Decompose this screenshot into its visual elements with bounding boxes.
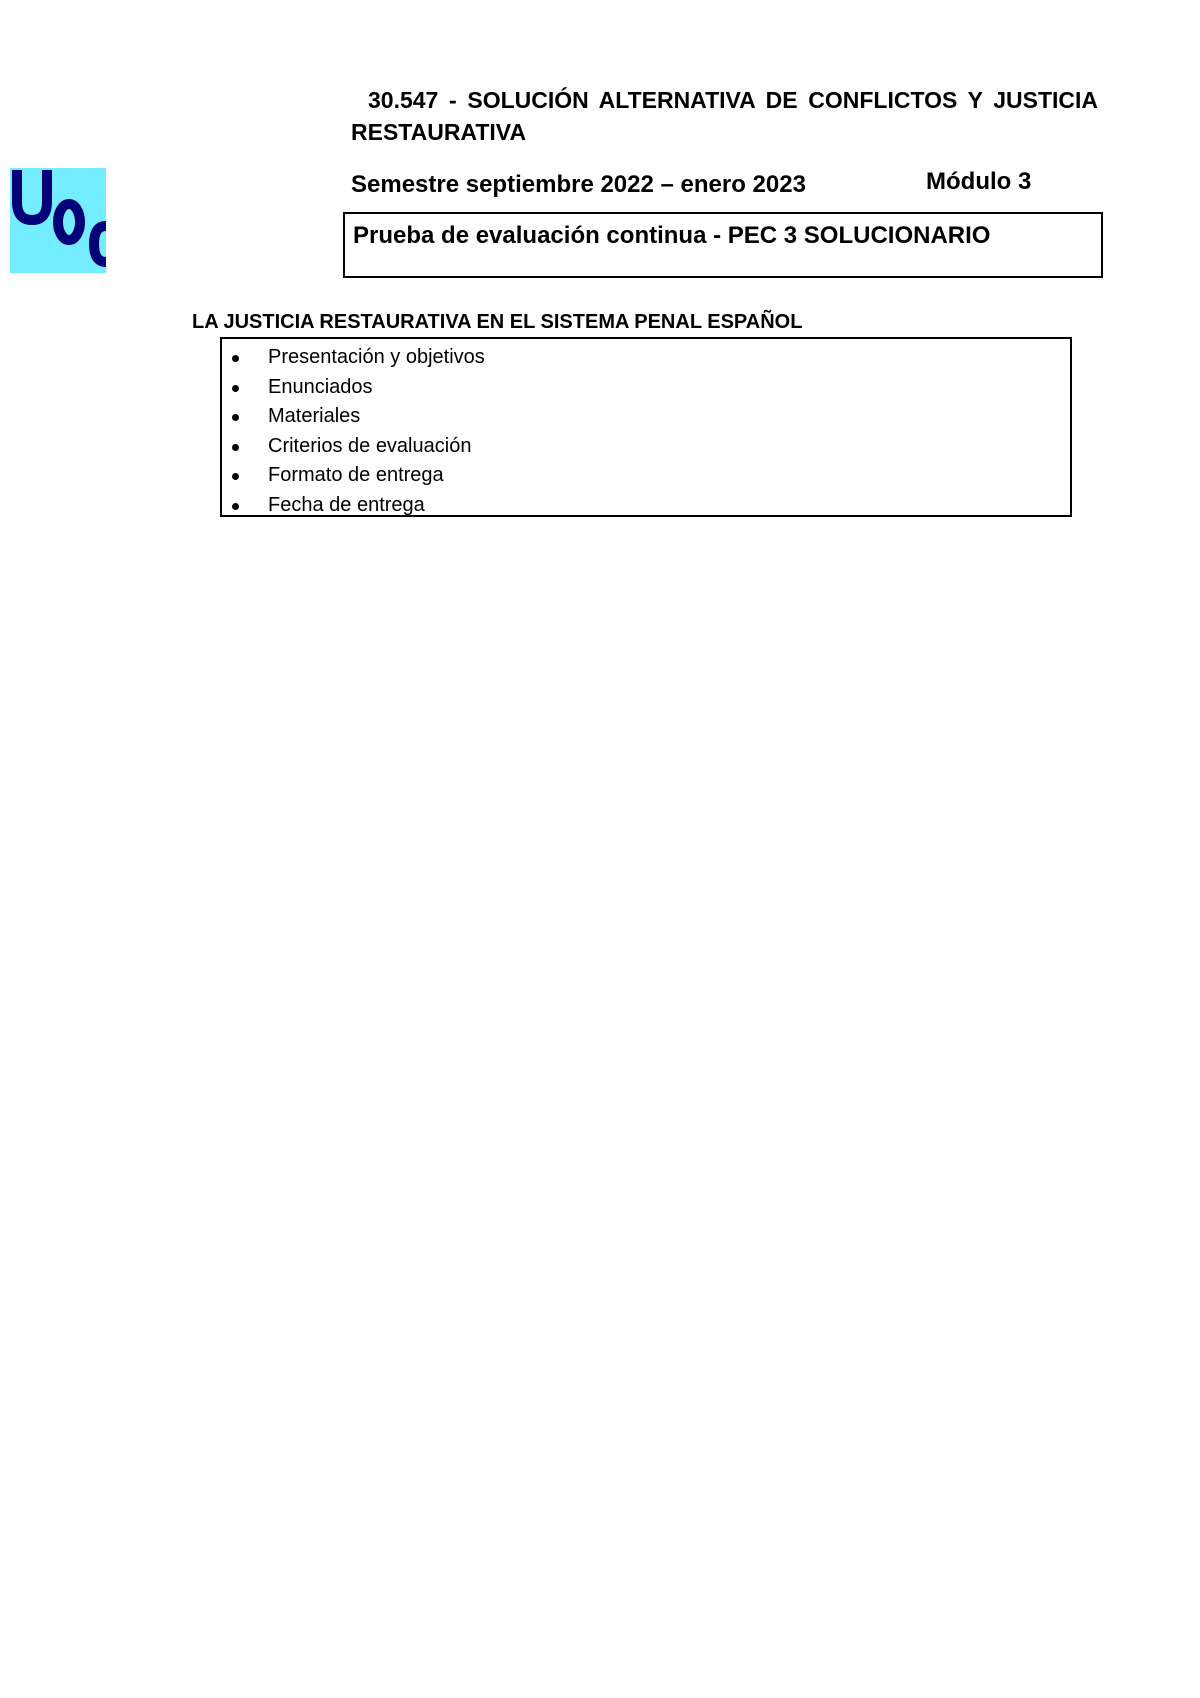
course-title [351,84,1098,148]
bullet-icon [232,414,239,421]
module-label: Módulo 3 [926,168,1032,195]
list-item [222,491,1070,521]
bullet-icon [232,385,239,392]
bullet-icon [232,444,239,451]
contents-list [222,343,1070,520]
bullet-icon [232,503,239,510]
list-item [222,343,1070,373]
list-item [222,432,1070,462]
list-item [222,461,1070,491]
uoc-logo-icon [10,168,106,273]
course-title-text: 30.547 - SOLUCIÓN ALTERNATIVA DE CONFLICTOS Y JUSTICIA RESTAURATIVA [351,87,1098,145]
section-heading: LA JUSTICIA RESTAURATIVA EN EL SISTEMA PENAL ESPAÑOL [192,311,803,333]
semester: Semestre septiembre 2022 – enero 2023 [351,171,806,198]
list-item [222,402,1070,432]
list-item-label: Presentación y objetivos [268,346,485,368]
test-title: Prueba de evaluación continua - PEC 3 SOLUCIONARIO [353,222,991,249]
list-item-label: Criterios de evaluación [268,434,472,457]
test-title-box [343,212,1103,278]
list-item-label: Fecha de entrega [268,493,425,516]
list-item-label: Materiales [268,405,361,427]
list-item-label: Enunciados [268,375,373,398]
contents-box [220,337,1072,517]
list-item-label: Formato de entrega [268,464,444,486]
bullet-icon [232,355,239,362]
list-item [222,373,1070,403]
bullet-icon [232,473,239,480]
